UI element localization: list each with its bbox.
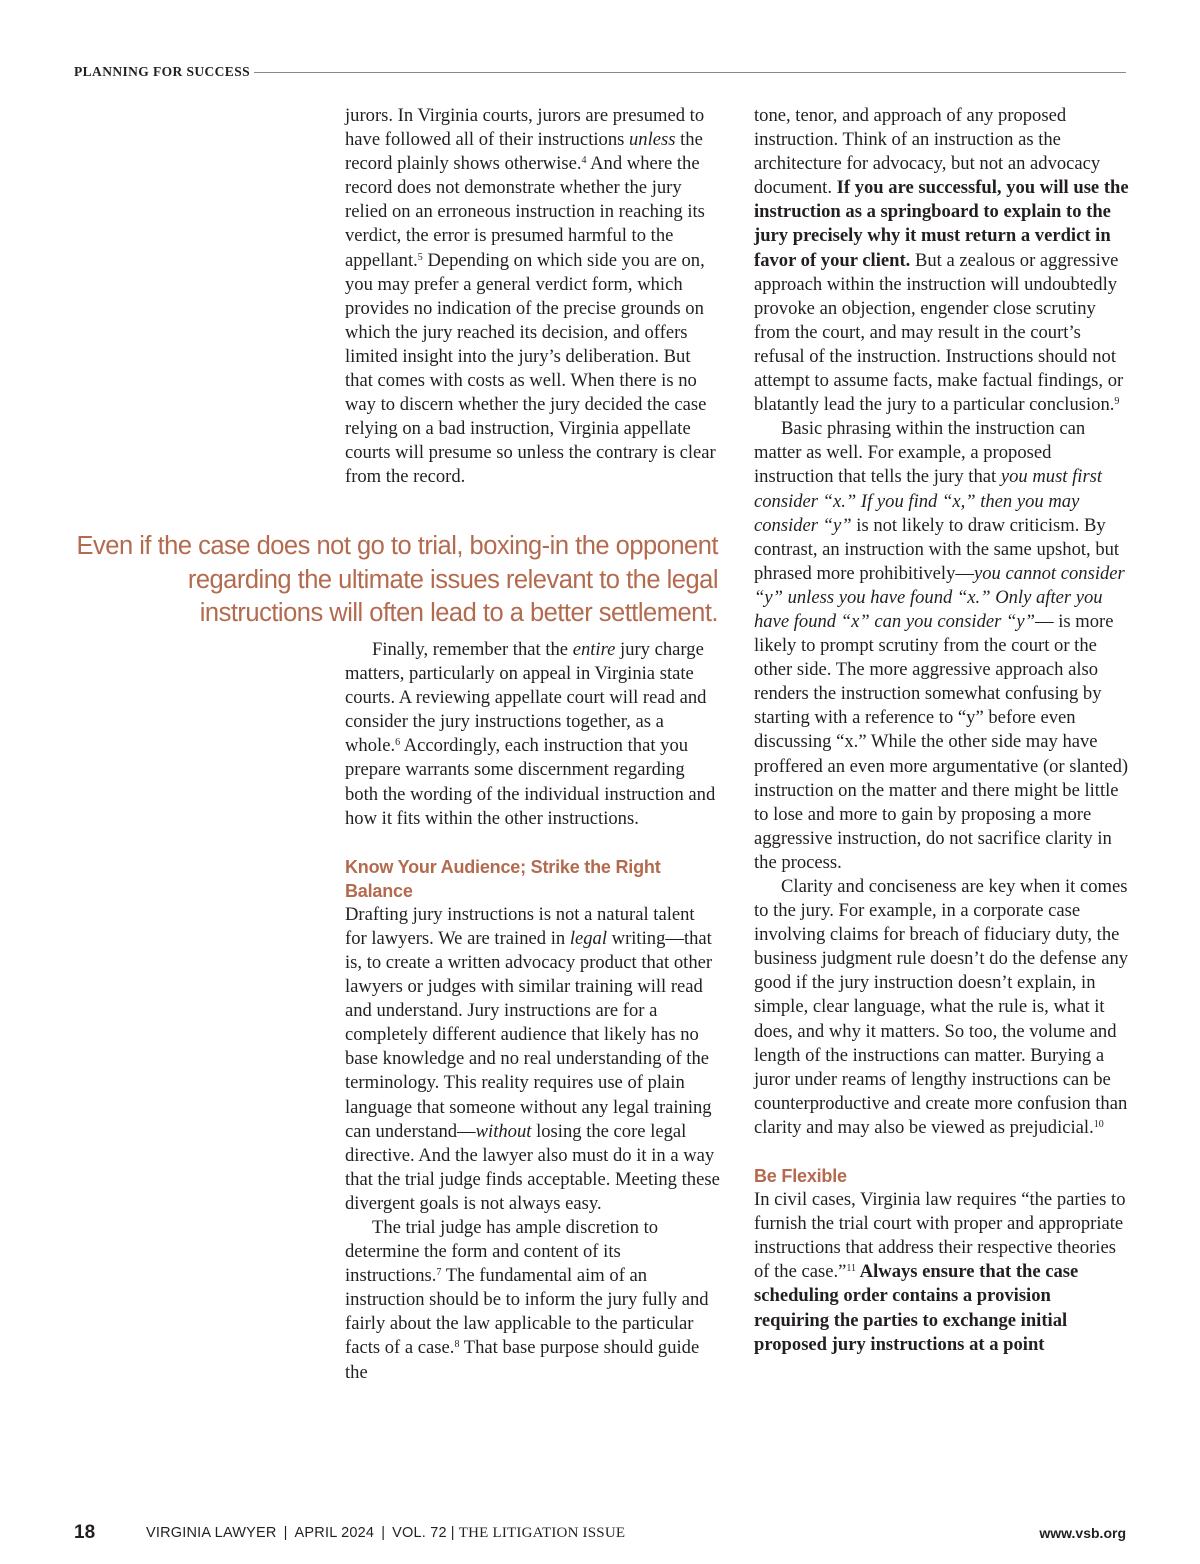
text-run: the record plainly shows otherwise.	[345, 129, 703, 175]
text-run: Basic phrasing within the instruction can matter as well. For example, a proposed instruction that tells the jury that	[754, 418, 1086, 488]
italic-run: you cannot consider “y” unless you have found “x.” Only after you have found “x” can you consider “y”	[754, 562, 1125, 632]
text-run: But a zealous or aggressive approach within the instruction will undoubtedly provoke an objection, engender close scrutiny from the court, and may result in the court’s refusal of the instruction. Instructions should not attempt to assume facts, make factual findings, or blatantly lead the jury to a particular conclusion.	[754, 249, 1124, 416]
separator: |	[283, 1524, 288, 1541]
text-run: is not likely to draw criticism. By contrast, an instruction with the same upshot, but phrased more prohibitively—	[754, 514, 1120, 584]
section-heading: Know Your Audience; Strike the Right Balance	[345, 856, 661, 901]
italic-run: entire	[572, 639, 616, 660]
footnote-ref: 8	[454, 1339, 460, 1351]
italic-run: unless	[629, 129, 676, 151]
publication-name: VIRGINIA LAWYER	[146, 1524, 277, 1541]
text-run: Clarity and conciseness are key when it comes to the jury. For example, in a corporate case involving claims for breach of fiduciary duty, the business judgment rule doesn’t do the defense any good if the jury instruction doesn’t explain, in simple, clear language, what the rule is, what it does, and why it matters. So too, the volume and length of the instructions can matter. Burying a juror under reams of lengthy instructions can be counterproductive and create more confusion than clarity and may also be viewed as prejudicial.	[754, 876, 1129, 1138]
footnote-ref: 9	[1114, 396, 1120, 408]
right-column	[754, 104, 1129, 1357]
footnote-ref: 7	[436, 1267, 442, 1279]
paragraph	[754, 875, 1129, 1140]
paragraph	[345, 1216, 720, 1385]
text-run: Drafting jury instructions is not a natural talent for lawyers. We are trained in	[345, 903, 695, 949]
text-run: jury charge matters, particularly on appeal in Virginia state courts. A reviewing appellate court will read and consider the jury instructions together, as a whole.	[345, 639, 707, 757]
text-run: Depending on which side you are on, you may prefer a general verdict form, which provides no indication of the precise grounds on which the jury reached its decision, and offers limited insight into the jury’s deliberation. But that comes with costs as well. When there is no way to discern whether the jury decided the case relying on a bad instruction, Virginia appellate courts will presume so unless the contrary is clear from the record.	[345, 249, 716, 488]
text-run: In civil cases, Virginia law requires “the parties to furnish the trial court with proper and appropriate instructions that address their respective theories of the case.”	[754, 1189, 1126, 1283]
paragraph	[754, 417, 1129, 875]
page-footer	[74, 1520, 1126, 1546]
italic-run: without	[475, 1120, 532, 1142]
italic-run: you must first consider “x.” If you find “x,” then you may consider “y”	[754, 466, 1103, 536]
paragraph	[345, 104, 720, 490]
footnote-ref: 5	[417, 251, 423, 263]
header-rule	[254, 72, 1126, 73]
text-run: — is more likely to prompt scrutiny from the court or the other side. The more aggressive approach also renders the instruction somewhat confusing by starting with a reference to “y” before even discussing “x.” While the other side may have proffered an even more argumentative (or slanted) instruction on the matter and there might be little to lose and more to gain by proposing a more aggressive instruction, do not sacrifice clarity in the process.	[754, 610, 1129, 873]
bold-run: Always ensure that the case scheduling order contains a provision requiring the parties to exchange initial proposed jury instructions at a point	[754, 1261, 1079, 1355]
paragraph	[345, 903, 720, 1216]
section-label: PLANNING FOR SUCCESS	[74, 64, 251, 79]
paragraph	[754, 1188, 1129, 1357]
separator: |	[450, 1524, 455, 1541]
text-run: Finally, remember that the	[372, 639, 573, 660]
text-run: writing—that is, to create a written advocacy product that other lawyers or judges with similar training will read and understand. Jury instructions are for a completely different audience that likely has no base knowledge and no real understanding of the terminology. This reality requires use of plain language that someone without any legal training can understand—	[345, 927, 713, 1142]
separator: |	[381, 1524, 386, 1541]
section-heading: Be Flexible	[754, 1166, 847, 1187]
text-run: That base purpose should guide the	[345, 1337, 700, 1383]
text-run: And where the record does not demonstrate whether the jury relied on an erroneous instruction in reaching its verdict, the error is presumed harmful to the appellant.	[345, 153, 705, 271]
footnote-ref: 10	[1093, 1118, 1104, 1130]
masthead	[146, 1525, 625, 1542]
italic-run: legal	[569, 927, 607, 949]
left-column-lower	[345, 638, 720, 1385]
page-number: 18	[74, 1522, 96, 1543]
text-run: Accordingly, each instruction that you prepare warrants some discernment regarding both the wording of the individual instruction and how it fits within the other instructions.	[345, 735, 716, 829]
issue-date: APRIL 2024	[294, 1524, 375, 1541]
text-run: The trial judge has ample discretion to determine the form and content of its instructions.	[345, 1216, 659, 1287]
pull-quote: Even if the case does not go to trial, boxing-in the opponent regarding the ultimate issues relevant to the legal instructions will often lead to a better settlement.	[76, 532, 718, 627]
footnote-ref: 4	[581, 155, 587, 167]
issue-title: THE LITIGATION ISSUE	[458, 1524, 626, 1541]
left-column	[345, 104, 720, 490]
text-run: tone, tenor, and approach of any proposed instruction. Think of an instruction as the architecture for advocacy, but not an advocacy document.	[754, 105, 1101, 199]
text-run: losing the core legal directive. And the lawyer also must do it in a way that the trial judge finds acceptable. Meeting these divergent goals is not always easy.	[345, 1120, 720, 1214]
text-run: The fundamental aim of an instruction should be to inform the jury fully and fairly about the law applicable to the particular facts of a case.	[345, 1265, 709, 1359]
website-link[interactable]: www.vsb.org	[1039, 1525, 1126, 1541]
footnote-ref: 11	[846, 1263, 857, 1275]
section-header	[74, 62, 1126, 82]
paragraph	[754, 104, 1129, 417]
text-run: jurors. In Virginia courts, jurors are presumed to have followed all of their instructions	[345, 105, 705, 151]
volume: VOL. 72	[392, 1524, 447, 1541]
footnote-ref: 6	[395, 737, 401, 749]
paragraph	[345, 638, 720, 831]
bold-run: If you are successful, you will use the instruction as a springboard to explain to the jury precisely why it must return a verdict in favor of your client.	[754, 177, 1129, 271]
